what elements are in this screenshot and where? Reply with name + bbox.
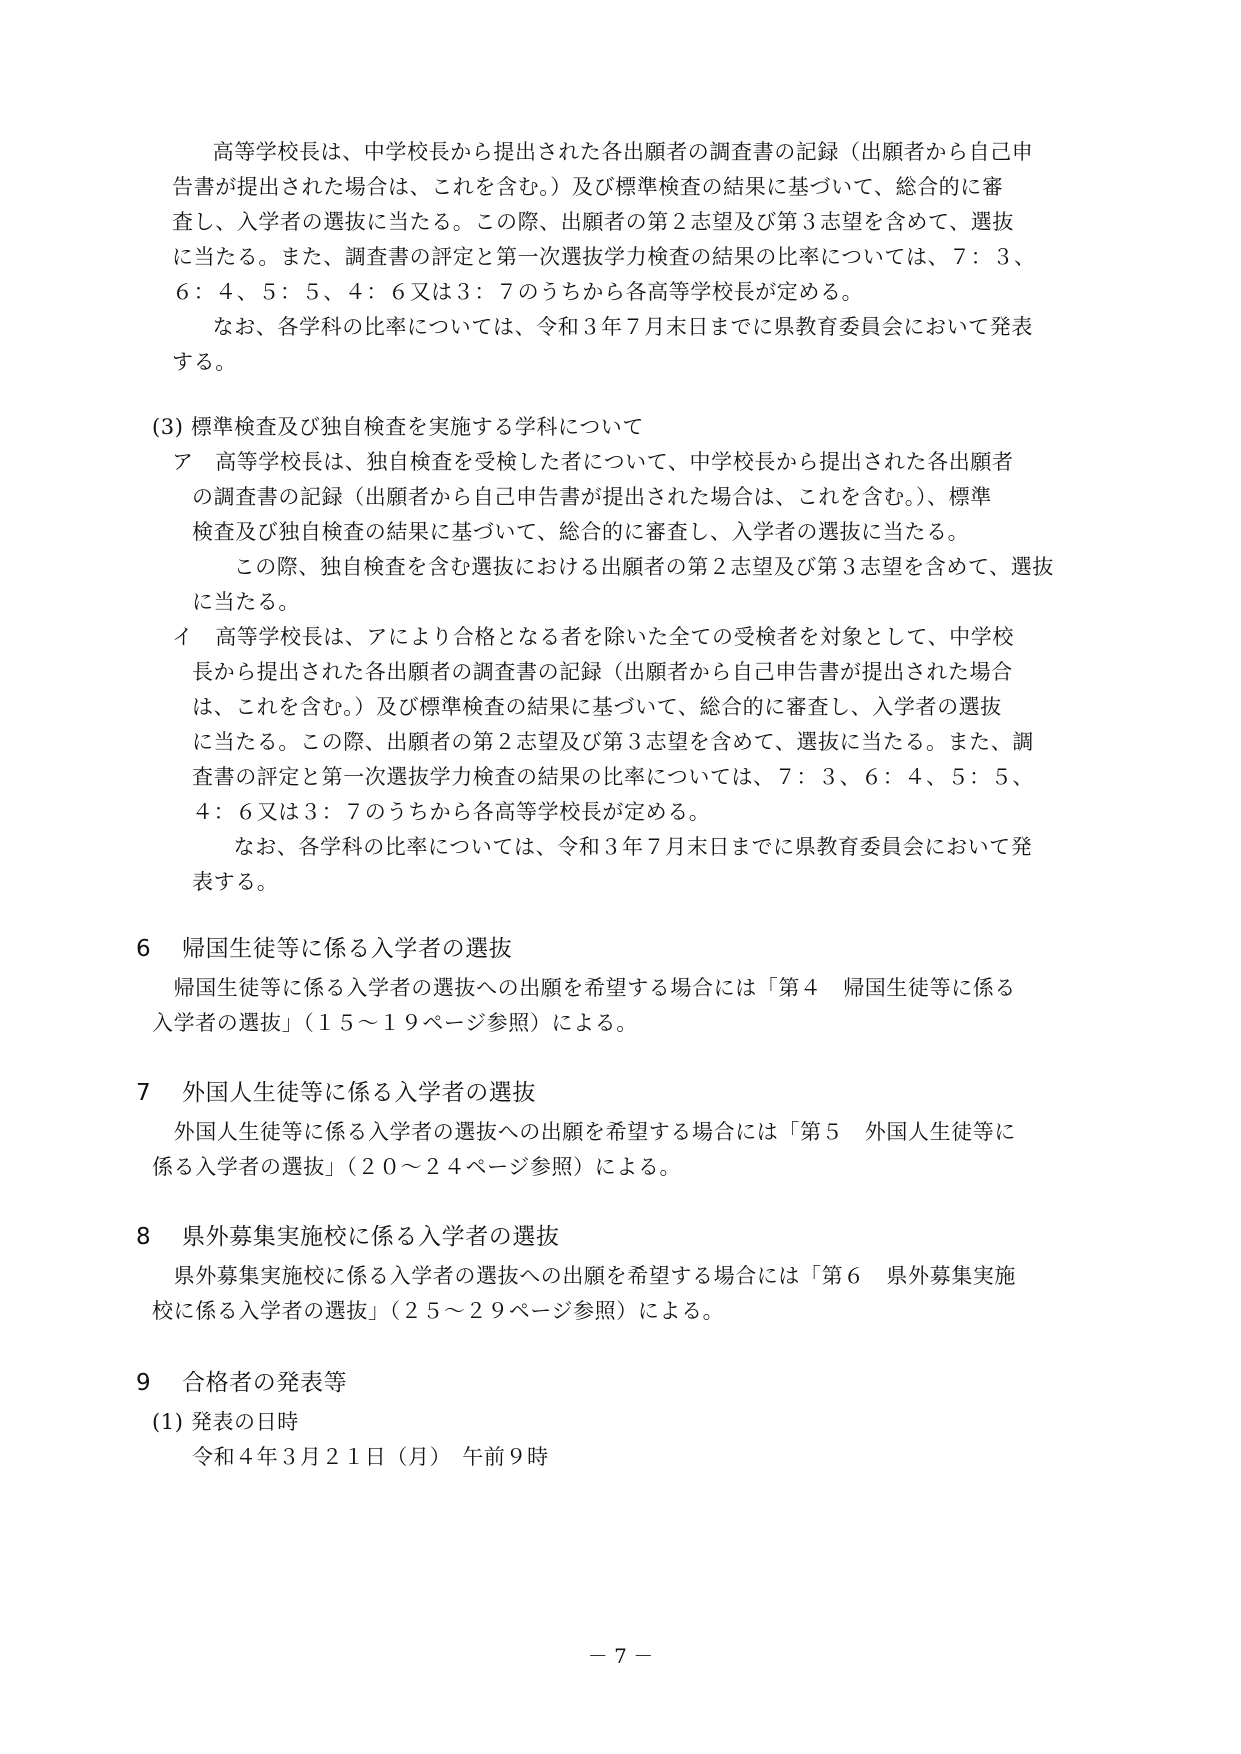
subsection-heading: (3) 標準検査及び独自検査を実施する学科について <box>152 415 644 439</box>
text-line: 表する。 <box>192 870 279 894</box>
text-line: 長から提出された各出願者の調査書の記録（出願者から自己申告書が提出された場合 <box>192 660 1013 684</box>
text-line: 入学者の選抜」（１５～１９ページ参照）による。 <box>152 1011 638 1035</box>
text-line: に当たる。 <box>192 590 300 614</box>
text-line: なお、各学科の比率については、令和３年７月末日までに県教育委員会において発 <box>212 835 1033 859</box>
text-line: ６：４、５：５、４：６又は３：７のうちから各高等学校長が定める。 <box>172 280 864 304</box>
section-title: 外国人生徒等に係る入学者の選抜 <box>182 1080 536 1106</box>
section-title: 県外募集実施校に係る入学者の選抜 <box>182 1224 560 1250</box>
section-number: 7 <box>136 1080 152 1106</box>
text-line: 告書が提出された場合は、これを含む。）及び標準検査の結果に基づいて、総合的に審 <box>172 175 1004 199</box>
text-line: する。 <box>172 350 237 374</box>
text-line: の調査書の記録（出願者から自己申告書が提出された場合は、これを含む。）、標準 <box>192 485 992 509</box>
text-line: 高等学校長は、中学校長から提出された各出願者の調査書の記録（出願者から自己申 <box>191 140 1034 164</box>
section-heading <box>136 1368 347 1398</box>
section-title: 合格者の発表等 <box>182 1370 348 1396</box>
text-line: は、これを含む。）及び標準検査の結果に基づいて、総合的に審査し、入学者の選抜 <box>192 695 1002 719</box>
text-line: 校に係る入学者の選抜」（２５～２９ページ参照）による。 <box>152 1299 725 1323</box>
section-heading <box>136 1078 536 1108</box>
text-line: この際、独自検査を含む選抜における出願者の第２志望及び第３志望を含めて、選抜 <box>212 555 1054 579</box>
text-line: 係る入学者の選抜」（２０～２４ページ参照）による。 <box>152 1155 682 1179</box>
list-item-a: ア 高等学校長は、独自検査を受検した者について、中学校長から提出された各出願者 <box>172 450 1014 474</box>
text-line: 検査及び独自検査の結果に基づいて、総合的に審査し、入学者の選抜に当たる。 <box>192 520 970 544</box>
text-line: に当たる。また、調査書の評定と第一次選抜学力検査の結果の比率については、７：３、 <box>172 245 1036 269</box>
announcement-datetime: 令和４年３月２１日（月） 午前９時 <box>192 1445 549 1469</box>
text-line: 査書の評定と第一次選抜学力検査の結果の比率については、７：３、６：４、５：５、 <box>192 765 1034 789</box>
text-line: なお、各学科の比率については、令和３年７月末日までに県教育委員会において発表 <box>191 315 1033 339</box>
text-line: 帰国生徒等に係る入学者の選抜への出願を希望する場合には「第４ 帰国生徒等に係る <box>152 976 1016 1000</box>
text-line: ４：６又は３：７のうちから各高等学校長が定める。 <box>192 800 711 824</box>
section-number: 8 <box>136 1224 152 1250</box>
section-number: 6 <box>136 936 152 962</box>
section-title: 帰国生徒等に係る入学者の選抜 <box>182 936 513 962</box>
list-item-i: イ 高等学校長は、アにより合格となる者を除いた全ての受検者を対象として、中学校 <box>172 625 1014 649</box>
subsection-heading: (1) 発表の日時 <box>152 1410 299 1434</box>
section-number: 9 <box>136 1370 152 1396</box>
text-line: 査し、入学者の選抜に当たる。この際、出願者の第２志望及び第３志望を含めて、選抜 <box>172 210 1014 234</box>
page-number: － 7 － <box>587 1644 654 1668</box>
text-line: 外国人生徒等に係る入学者の選抜への出願を希望する場合には「第５ 外国人生徒等に <box>152 1120 1016 1144</box>
text-line: 県外募集実施校に係る入学者の選抜への出願を希望する場合には「第６ 県外募集実施 <box>152 1264 1016 1288</box>
section-heading <box>136 1222 560 1252</box>
text-line: に当たる。この際、出願者の第２志望及び第３志望を含めて、選抜に当たる。また、調 <box>192 730 1034 754</box>
section-heading <box>136 934 512 964</box>
